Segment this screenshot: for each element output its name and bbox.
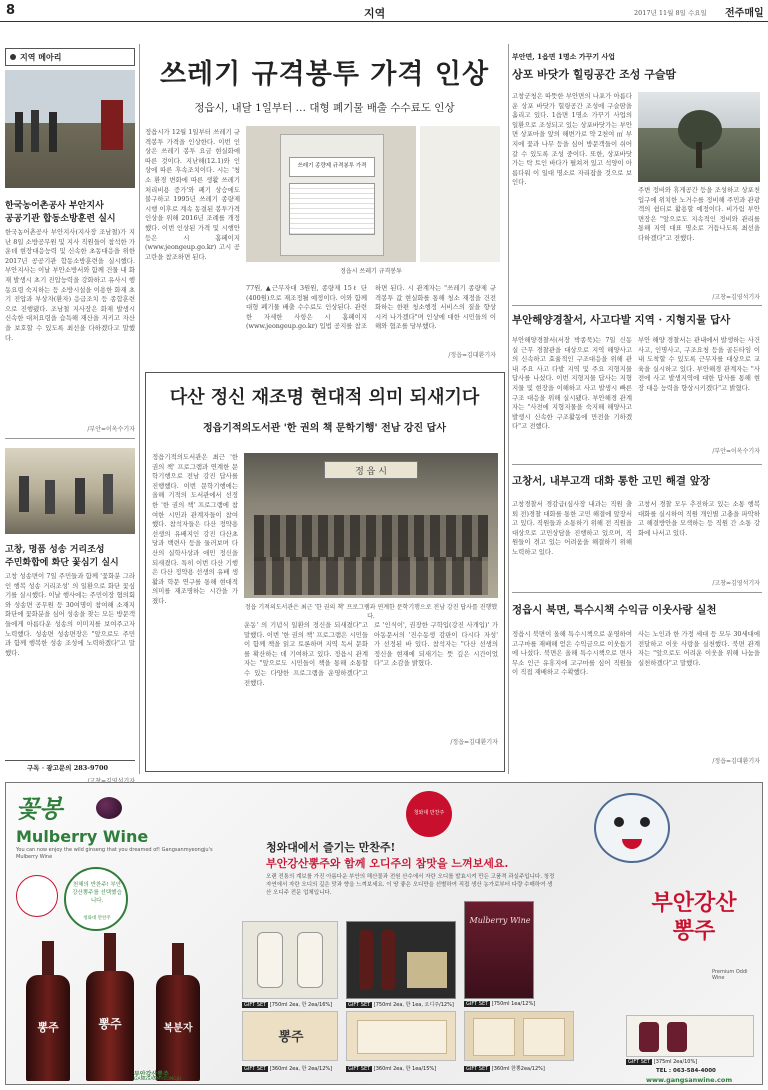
paper-name: 전주매일	[725, 8, 764, 19]
gift-set-4: 뽕주	[242, 1011, 338, 1061]
bag-photo	[280, 134, 384, 256]
bottle-3: 복분자	[156, 943, 200, 1081]
right-body-3: 고창경찰서 경감급(심사장 내과는 직원 출퇴 전)경찰 대화를 통한 고민 해결에 앞장서고 있다. 직원들과 소통하기 위해 전 직원을 대상으로 고민상담을 진행하고 있으며, 직원들이 겪고 있는 어려움을 해결하기 위해 노력하고 있다.	[512, 500, 632, 556]
ad-tagline-en: You can now enjoy the wild ginseng that you dreamed of! Gangsanmyeongju's Mulberry Wine	[16, 847, 213, 860]
sidebar-headline-1b: 공공기관 합동소방훈련 실시	[5, 214, 116, 224]
right-body-1b: 주변 정비와 휴게공간 등을 조성하고 상포천 입구에 위치한 노거수를 정비해 주민과 관광객의 쉼터로 활용할 예정이다. 비가림 부안면장은 "앞으로도 지속적인 정비와 관리를 통해 지역 대표 명소로 거듭나도록 최선을 다하겠다"고 전했다.	[638, 186, 760, 242]
feature-body-3: 로 '인식이', 권장한 구학입(강진 사개입)' 가 아동문서의 '진수동생 감판이 다시다 자성' 가 선정된 바 있다. 참석자는 "다산 선생의 정신을 현재에 되새기는 뜻 깊은 시간이었다"고 소감을 밝혔다.	[374, 621, 498, 668]
feature-photo	[244, 453, 498, 598]
sidebar-byline-1: /부안=이옥수기자	[87, 426, 135, 433]
gift-set-2-spec: GIFT SET [750ml 2ea, 한 1ea, 오디주/12%]	[348, 1002, 454, 1008]
right-photo-1	[638, 92, 760, 182]
sidebar-headline-2b: 주민화합에 화단 꽃심기 실시	[5, 558, 119, 568]
main-body-2: 77원, ▲근무자대 3원원, 종량제 15ℓ 단(400원)으로 재조정될 예정이다. 이와 함께 대형 폐기물 배출 수수료도 인상된다. 관련한 자세한 사항은 시 홈페이지(www.jeongeup.go.kr) 입법 공지를 참조하면 된다. 시 관계자는 "쓰레기 종량제 규격봉투 값 현실화를 통해 청소 재정을 건전화하는 한편 청소행정 서비스의 질을 향상시켜 나가겠다"며 인상에 대한 시민들의 이해와 협조를 당부했다.	[246, 284, 496, 331]
gift-set-7	[626, 1015, 754, 1057]
feature-subhead: 정읍기적의도서관 '한 권의 책 문학기행' 전남 강진 답사	[202, 423, 446, 434]
ad-brand-en: Mulberry Wine	[16, 827, 149, 846]
section-title: 지역	[364, 7, 386, 20]
main-headline: 쓰레기 규격봉투 가격 인상	[159, 59, 490, 90]
ad-badge: 청와대 만찬주	[406, 791, 452, 837]
main-subhead: 정읍시, 내달 1일부터 … 대형 폐기물 배출 수수료도 인상	[194, 102, 455, 114]
main-body: 정읍시가 12월 1일부터 쓰레기 규격봉투 가격을 인상한다. 이번 인상은 쓰레기 봉투 요금 현실화에 따른 것이다. 지난해(12.1)와 인상에 따른 후속조치이다. 시는 '청소 환경 변화에 따른 생활 쓰레기 처리비용 증가'와 폐기 상승에도 불구하고 1995년 쓰레기 종량제 시행 이후로 계속 동결된 봉투가격 인상을 위해 2016년 조례를 개정했다. 이번 인상된 가격 및 시행안 등은 시 홈페이지(www.jeongeup.go.kr) 고시 공고란을 참조하면 된다.	[145, 128, 240, 261]
right-headline-2: 부안해양경찰서, 사고다발 지역 · 지형지물 답사	[512, 314, 731, 326]
feature-byline: /정읍=김대환기자	[450, 739, 498, 746]
gift-set-3: Mulberry Wine	[464, 901, 534, 999]
gift-set-5-spec: GIFT SET [360ml 2ea, 한 1ea/15%]	[348, 1066, 437, 1072]
right-headline-4: 정읍시 북면, 특수시책 수익금 이웃사랑 실천	[512, 604, 717, 616]
wine-advertisement	[5, 782, 763, 1085]
gift-set-6	[464, 1011, 574, 1061]
sidebar-photo-2	[5, 448, 135, 534]
ad-company: 부안강산뽕주	[134, 1071, 169, 1078]
sidebar-footer: 구독 · 광고문의 283-9700	[5, 760, 135, 772]
issue-date: 2017년 11월 8일 수요일	[634, 9, 707, 17]
ad-big-logo: 부안강산 뽕주	[651, 890, 737, 944]
gift-set-4-spec: GIFT SET [360ml 2ea, 한 2ea/12%]	[244, 1066, 333, 1072]
right-byline-2: /부안=이옥수기자	[712, 448, 760, 455]
sidebar-dot-icon	[10, 54, 16, 60]
right-body-2b: 부안 해양 경찰서는 관내에서 발생하는 사건사고, 인명사고, 구조요청 등을 골든타임 이내 도착할 수 있도록 근무자를 대상으로 교육을 실시하고 있다. 부안해경 관계자는 "사전에 사고 발생지역에 대한 답사를 통해 현장 대응 능력을 향상시키겠다"고 밝혔다.	[638, 336, 760, 392]
feature-body: 정읍기적의도서관은 최근 '한 권의 책' 프로그램과 연계한 문학기행으로 전남 강진 답사를 진행했다. 이번 문학기행에는 올해 기적의 도서관에서 선정한 '한 권의 책' 프로그램에 참여한 시민과 관계자들이 참여했다. 참석자들은 다산 정약용 선생의 유배지인 강진 다산초당과 백련사 등을 둘러보며 다산의 실학사상과 애민 정신을 되새겼다. 특히 이번 다산 기행은 다산 정약용 선생의 유배 생활과 학문 연구를 통해 현대적 의미를 재조명하는 시간을 가졌다.	[152, 453, 238, 605]
sidebar-photo-1	[5, 70, 135, 188]
gift-set-7-spec: GIFT SET [375ml 2ea/10%]	[628, 1059, 698, 1065]
main-photo-side	[420, 126, 500, 262]
sidebar-body-1: 한국농어촌공사 부안지사(지사장 조남철)가 지난 8일 소방공무원 및 지사 직원들이 참석한 가운데 현장대응능력 및 신속한 초동대응을 위한 2017년 공공기관 합동소방훈련을 실시했다. 부안지사는 이날 부안소방서와 함께 건물 내 화재 발생시 초기 진압능력을 강화하고 유사시 행동요령 숙지하는 등 소방시설을 이용한 화재 초기 진압과 부상자(환자) 응급조치 등 종합훈련으로 진행됐다. 조남철 지사장은 화재 발생시 신속한 대처요령을 습득해 재산을 지키고 자산을 보호할 수 있도록 최선을 다하겠다고 말했다.	[5, 228, 135, 342]
feature-box	[145, 372, 505, 772]
ad-premium: Premium Oddi Wine	[712, 969, 748, 981]
ad-seal-2	[16, 875, 58, 917]
ad-company-en: GANGSANMYEONGJU	[134, 1077, 182, 1082]
main-photo-caption: 정읍시 쓰레기 규격봉투	[340, 268, 402, 275]
gift-set-6-spec: GIFT SET [360ml 한뽕2ea/12%]	[466, 1066, 545, 1072]
bottle-2: 뽕주	[86, 933, 134, 1081]
main-byline: /정읍=김대환기자	[448, 352, 496, 359]
page-header	[0, 0, 768, 22]
gift-set-2	[346, 921, 456, 999]
right-body-2: 부안해양경찰서(서장 박종묵)는 7일 신동실 근무 경찰관을 대상으로 지역 해양사고의 신속하고 효율적인 구조대응을 위해 관내 주요 사고 다발 지역 및 주요 지형지물 답사를 나섰다. 이번 지형지물 답사는 지형지물 및 현장을 이해하고 사고 발생시 빠른 구조 대응을 위해 실시됐다. 부안해경 관계자는 "사전에 지형지물을 숙지해 해양사고 발생시 신속한 구조활동에 만전을 기하겠다"고 전했다.	[512, 336, 632, 431]
ad-web[interactable]: www.gangsanwine.com	[646, 1076, 733, 1084]
sidebar-headline-1a: 한국농어촌공사 부안지사	[5, 201, 104, 211]
right-kicker-1: 부안면, 1읍면 1명소 가꾸기 사업	[512, 52, 616, 61]
gift-set-1	[242, 921, 338, 999]
right-body-4b: 사는 노인과 한 가정 세대 등 모두 30세대에 전달하고 이웃 사랑을 실천했다. 북면 관계자는 "앞으로도 어려운 이웃을 위해 나눔을 실천하겠다"고 말했다.	[638, 630, 760, 667]
feature-photo-caption: 정읍 기적의도서관은 최근 '한 권의 책' 프로그램과 연계한 문학기행으로 전남 강진 답사를 진행했다.	[244, 604, 498, 620]
right-body-3b: 고창서 경찰 모두 추진하고 있는 소통 행복 대화를 실시하여 직원 개인별 고충을 파악하고 해결방안을 모색하는 등 직원 간 소통 강화에 나서고 있다.	[638, 500, 760, 537]
sidebar-label: 지역 메아리	[20, 52, 62, 62]
sidebar-label-box	[5, 48, 135, 66]
right-byline-1: /고창=김영석기자	[712, 294, 760, 301]
ad-seal: 천혜의 반찬주! 부안강산뽕주를 선택했습니다. 청와대 만찬주	[64, 867, 128, 931]
ad-copy: 오랜 전통의 계보를 가진 아름다운 부안의 해산물과 전원 산수에서 자란 오디를 발효시켜 만든 고품격 과실주입니다. 청정 자연에서 자란 오디의 깊은 맛과 향을 느껴보세요. 이 땅 좋은 오디만을 선별하여 직접 생산 농가로부터 다량 수매하여 생산 오디주 전문 업체입니다.	[266, 874, 555, 896]
ad-title-1: 청와대에서 즐기는 만찬주!	[266, 841, 396, 854]
feature-body-2: 운동' 의 기념식 일환의 정신을 되새겼다"고 말했다. 이번 '한 권의 책' 프로그램은 시민들이 함께 책을 읽고 토론하며 지역 독서 문화를 확산하는 데 기여하고 있다. 정읍시 관계자는 "앞으로도 시민들이 책을 통해 소통할 수 있는 다양한 프로그램을 운영하겠다"고 전했다.	[244, 621, 368, 687]
bag-label: 쓰레기 종량제 규격봉투 가격	[297, 163, 367, 169]
right-headline-1: 상포 바닷가 힐링공간 조성 구슬땀	[512, 68, 677, 81]
mascot-icon	[584, 787, 680, 887]
gift-set-5	[346, 1011, 456, 1061]
bottle-1: 뽕주	[26, 941, 70, 1081]
sidebar-column	[5, 48, 135, 742]
right-byline-4: /정읍=김대환기자	[712, 758, 760, 765]
gift-set-1-spec: GIFT SET [750ml 2ea, 한 2ea/16%]	[244, 1002, 333, 1008]
page-number: 8	[6, 3, 16, 18]
right-body-4: 정읍시 북면이 올해 특수시책으로 운영하여 고구마를 재배해 얻은 수익금으로 이웃돕기에 나섰다. 북면은 올해 특수시책으로 면사무소 인근 유휴지에 고구마를 심어 직원들이 직접 재배하고 수확했다.	[512, 630, 632, 677]
feature-photo-sign: 정 읍 시	[355, 467, 387, 477]
ad-tel: TEL : 063-584-4000	[656, 1068, 716, 1074]
gift-set-3-spec: GIFT SET [750ml 1ea/12%]	[466, 1001, 536, 1007]
right-body-1: 고창군청은 따뜻한 부안면의 나포가 아름다운 상포 바닷가 힐링공간 조성에 구슬땀을 흘리고 있다. 1읍면 1명소 가꾸기 사업의 일환으로 조성되고 있는 상포바닷가는 부안면 상포마을 앞의 해변가로 약 2천여 ㎡ 부지에 꽃과 나무 등을 심어 방문객들이 쉬어갈 수 있도록 조성 중이다. 또한, 상포바닷가는 탁 트인 바다가 펼쳐져 있고 석양이 아름다워 이 일대 명소로 자리잡을 것으로 보인다.	[512, 92, 632, 187]
ad-title-2: 부안강산뽕주와 함께 오디주의 참맛을 느껴보세요.	[266, 857, 509, 870]
berry-icon	[96, 797, 122, 819]
right-byline-3: /고창=김영석기자	[712, 580, 760, 587]
sidebar-body-2: 고창 성송면이 7일 주민들과 함께 '꽃화분 그라인 행복 성송 거리조성' 의 일환으로 화단 꽃심기를 실시했다. 이날 행사에는 주민이장 협의회와 성송면 공무원 등 30여명이 참여해 소재지 화단에 꽃화분을 심어 성송을 찾는 모든 방문객들에게 아름다운 성송의 이미지를 보여주고자 노력했다. 성송면 성송면장은 "앞으로도 주민과 함께 행복한 성송 조성에 노력하겠다"고 말했다.	[5, 572, 135, 657]
sidebar-headline-2a: 고창, 명품 성송 거리조성	[5, 545, 105, 555]
ad-brand-script: 꽃봉	[16, 794, 63, 823]
feature-headline: 다산 정신 재조명 현대적 의미 되새기다	[169, 387, 480, 408]
main-photo	[246, 126, 416, 262]
right-headline-3: 고창서, 내부고객 대화 통한 고민 해결 앞장	[512, 475, 711, 487]
